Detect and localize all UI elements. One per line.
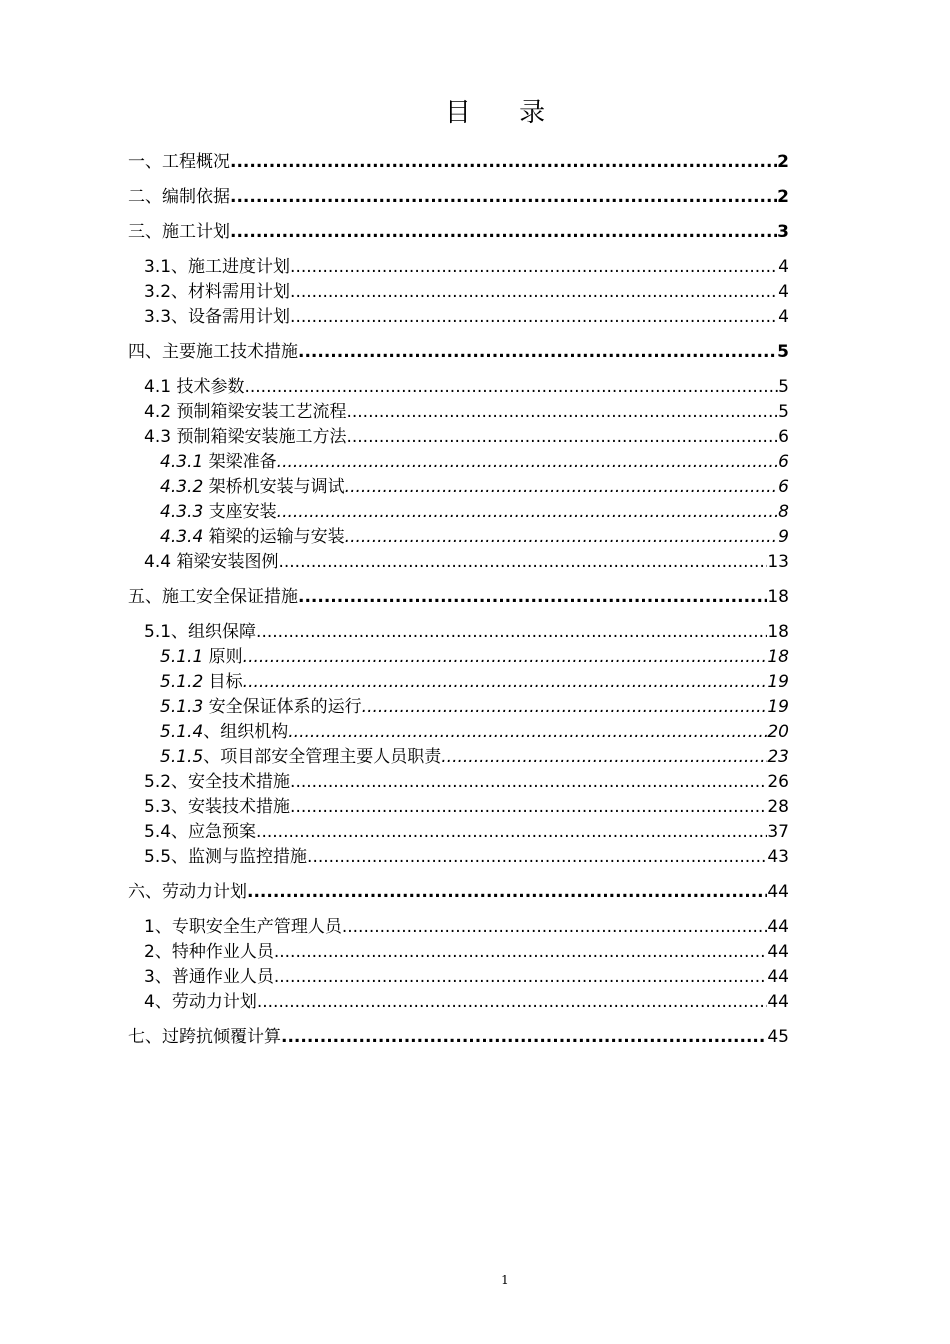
toc-entry-page: 20 [767,722,789,742]
toc-entry-label: 5.1、组织保障 [144,622,257,642]
toc-entry-number: 5.1.4 [160,722,204,742]
toc-dot-leader [274,940,768,965]
toc-entry[interactable] [128,745,789,770]
toc-entry-page: 4 [778,282,789,302]
toc-dot-leader [298,585,767,610]
toc-entry[interactable] [128,670,789,695]
toc-entry[interactable] [128,220,789,245]
toc-entry-page: 5 [777,342,789,362]
toc-entry-page: 4 [778,257,789,277]
toc-dot-leader [345,475,779,500]
toc-entry[interactable] [128,940,789,965]
toc-entry-label [160,670,243,695]
toc-entry-label: 四、主要施工技术措施 [128,342,298,362]
toc-entry-label: 五、施工安全保证措施 [128,587,298,607]
toc-entry-text: 安全保证体系的运行 [203,697,362,717]
toc-entry-label: 4、劳动力计划 [144,992,257,1012]
toc-entry-number: 5.1.5 [160,747,204,767]
toc-entry-page: 18 [767,647,789,667]
toc-entry[interactable] [128,525,789,550]
toc-dot-leader [345,525,779,550]
toc-dot-leader [290,795,767,820]
toc-entry-page: 37 [767,822,789,842]
toc-entry[interactable] [128,475,789,500]
toc-dot-leader [278,550,767,575]
toc-entry-label: 5.5、监测与监控措施 [144,847,308,867]
toc-entry-label: 3.1、施工进度计划 [144,257,291,277]
toc-entry-page: 6 [778,427,789,447]
toc-entry-number: 4.3.3 [160,502,204,522]
toc-dot-leader [230,220,777,245]
toc-dot-leader [290,305,778,330]
toc-entry-label: 3.3、设备需用计划 [144,307,291,327]
toc-dot-leader [230,150,777,175]
toc-entry[interactable] [128,400,789,425]
toc-dot-leader [256,820,767,845]
toc-entry[interactable] [128,645,789,670]
toc-dot-leader [244,375,778,400]
toc-entry-label: 5.3、安装技术措施 [144,797,291,817]
toc-entry[interactable] [128,185,789,210]
toc-entry-text: 架桥机安装与调试 [203,477,345,497]
toc-entry[interactable] [128,770,789,795]
toc-entry-label [160,475,345,500]
toc-dot-leader [277,500,779,525]
toc-entry-page: 6 [778,477,789,497]
toc-entry-label [160,450,277,475]
toc-entry[interactable] [128,845,789,870]
toc-entry-label: 5.2、安全技术措施 [144,772,291,792]
toc-entry-label: 三、施工计划 [128,222,230,242]
toc-dot-leader [257,990,768,1015]
toc-entry[interactable] [128,695,789,720]
toc-entry[interactable] [128,340,789,365]
toc-entry[interactable] [128,585,789,610]
toc-entry[interactable] [128,255,789,280]
toc-entry-page: 2 [777,187,789,207]
toc-dot-leader [290,280,778,305]
toc-entry-page: 3 [777,222,789,242]
toc-entry-label: 4.1 技术参数 [144,377,245,397]
toc-dot-leader [441,745,767,770]
toc-dot-leader [346,400,778,425]
toc-entry[interactable] [128,305,789,330]
toc-dot-leader [243,670,768,695]
toc-entry-text: 、项目部安全管理主要人员职责 [203,747,442,767]
toc-entry[interactable] [128,550,789,575]
toc-dot-leader [298,340,777,365]
toc-dot-leader [230,185,777,210]
toc-entry-page: 43 [767,847,789,867]
toc-entry[interactable] [128,720,789,745]
toc-entry-page: 8 [778,502,789,522]
toc-entry-page: 44 [767,917,789,937]
toc-entry-page: 23 [767,747,789,767]
toc-entry-page: 19 [767,697,789,717]
toc-entry-page: 26 [767,772,789,792]
toc-entry-page: 13 [767,552,789,572]
toc-entry-label: 一、工程概况 [128,152,230,172]
toc-dot-leader [274,965,768,990]
toc-entry-label [160,720,288,745]
toc-dot-leader [307,845,767,870]
toc-dot-leader [243,645,768,670]
toc-entry-label [160,525,345,550]
toc-entry-page: 2 [777,152,789,172]
toc-dot-leader [342,915,768,940]
toc-entry[interactable] [128,620,789,645]
toc-entry-page: 9 [778,527,789,547]
toc-entry-label [160,500,277,525]
page-title: 目 录 [444,98,566,128]
toc-entry-text: 架梁准备 [203,452,277,472]
toc-entry-label [160,645,243,670]
toc-entry-label: 4.2 预制箱梁安装工艺流程 [144,402,347,422]
toc-entry[interactable] [128,965,789,990]
toc-entry-label: 3.2、材料需用计划 [144,282,291,302]
toc-entry-page: 44 [767,882,789,902]
toc-entry-number: 5.1.2 [160,672,204,692]
toc-entry[interactable] [128,1025,789,1050]
toc-entry-text: 支座安装 [203,502,277,522]
toc-entry-page: 44 [767,992,789,1012]
toc-dot-leader [288,720,767,745]
toc-entry[interactable] [128,820,789,845]
toc-dot-leader [277,450,779,475]
toc-entry-label: 1、专职安全生产管理人员 [144,917,342,937]
toc-entry-page: 4 [778,307,789,327]
toc-entry-label: 4.4 箱梁安装图例 [144,552,279,572]
table-of-contents [128,150,789,1050]
toc-entry[interactable] [128,375,789,400]
toc-entry[interactable] [128,795,789,820]
toc-entry-page: 28 [767,797,789,817]
toc-entry-page: 19 [767,672,789,692]
toc-entry-number: 4.3.1 [160,452,204,472]
toc-entry-label: 4.3 预制箱梁安装施工方法 [144,427,347,447]
footer-page-number: 1 [501,1273,509,1287]
toc-entry-page: 18 [767,587,789,607]
toc-entry[interactable] [128,425,789,450]
toc-dot-leader [247,880,767,905]
toc-dot-leader [256,620,767,645]
toc-entry-number: 4.3.4 [160,527,204,547]
toc-entry-label: 5.4、应急预案 [144,822,257,842]
toc-entry-label: 二、编制依据 [128,187,230,207]
toc-entry-label [160,695,362,720]
toc-entry-label [160,745,441,770]
toc-entry[interactable] [128,500,789,525]
toc-entry-number: 4.3.2 [160,477,204,497]
toc-entry-label: 六、劳动力计划 [128,882,247,902]
toc-entry-page: 45 [767,1027,789,1047]
toc-entry[interactable] [128,915,789,940]
toc-entry-number: 5.1.3 [160,697,204,717]
toc-entry-page: 5 [778,402,789,422]
toc-entry-page: 18 [767,622,789,642]
toc-entry-label: 2、特种作业人员 [144,942,274,962]
toc-entry-text: 、组织机构 [203,722,289,742]
toc-entry-label: 3、普通作业人员 [144,967,274,987]
toc-dot-leader [290,770,767,795]
toc-entry-text: 目标 [203,672,243,692]
toc-entry[interactable] [128,990,789,1015]
toc-entry-page: 44 [767,942,789,962]
toc-entry[interactable] [128,880,789,905]
toc-dot-leader [346,425,778,450]
toc-entry-text: 箱梁的运输与安装 [203,527,345,547]
toc-entry-text: 原则 [203,647,243,667]
toc-entry[interactable] [128,280,789,305]
toc-entry-page: 6 [778,452,789,472]
toc-entry[interactable] [128,450,789,475]
toc-dot-leader [281,1025,767,1050]
toc-entry[interactable] [128,150,789,175]
toc-entry-page: 5 [778,377,789,397]
toc-dot-leader [290,255,778,280]
toc-entry-number: 5.1.1 [160,647,204,667]
toc-entry-page: 44 [767,967,789,987]
toc-dot-leader [362,695,768,720]
toc-entry-label: 七、过跨抗倾覆计算 [128,1027,281,1047]
